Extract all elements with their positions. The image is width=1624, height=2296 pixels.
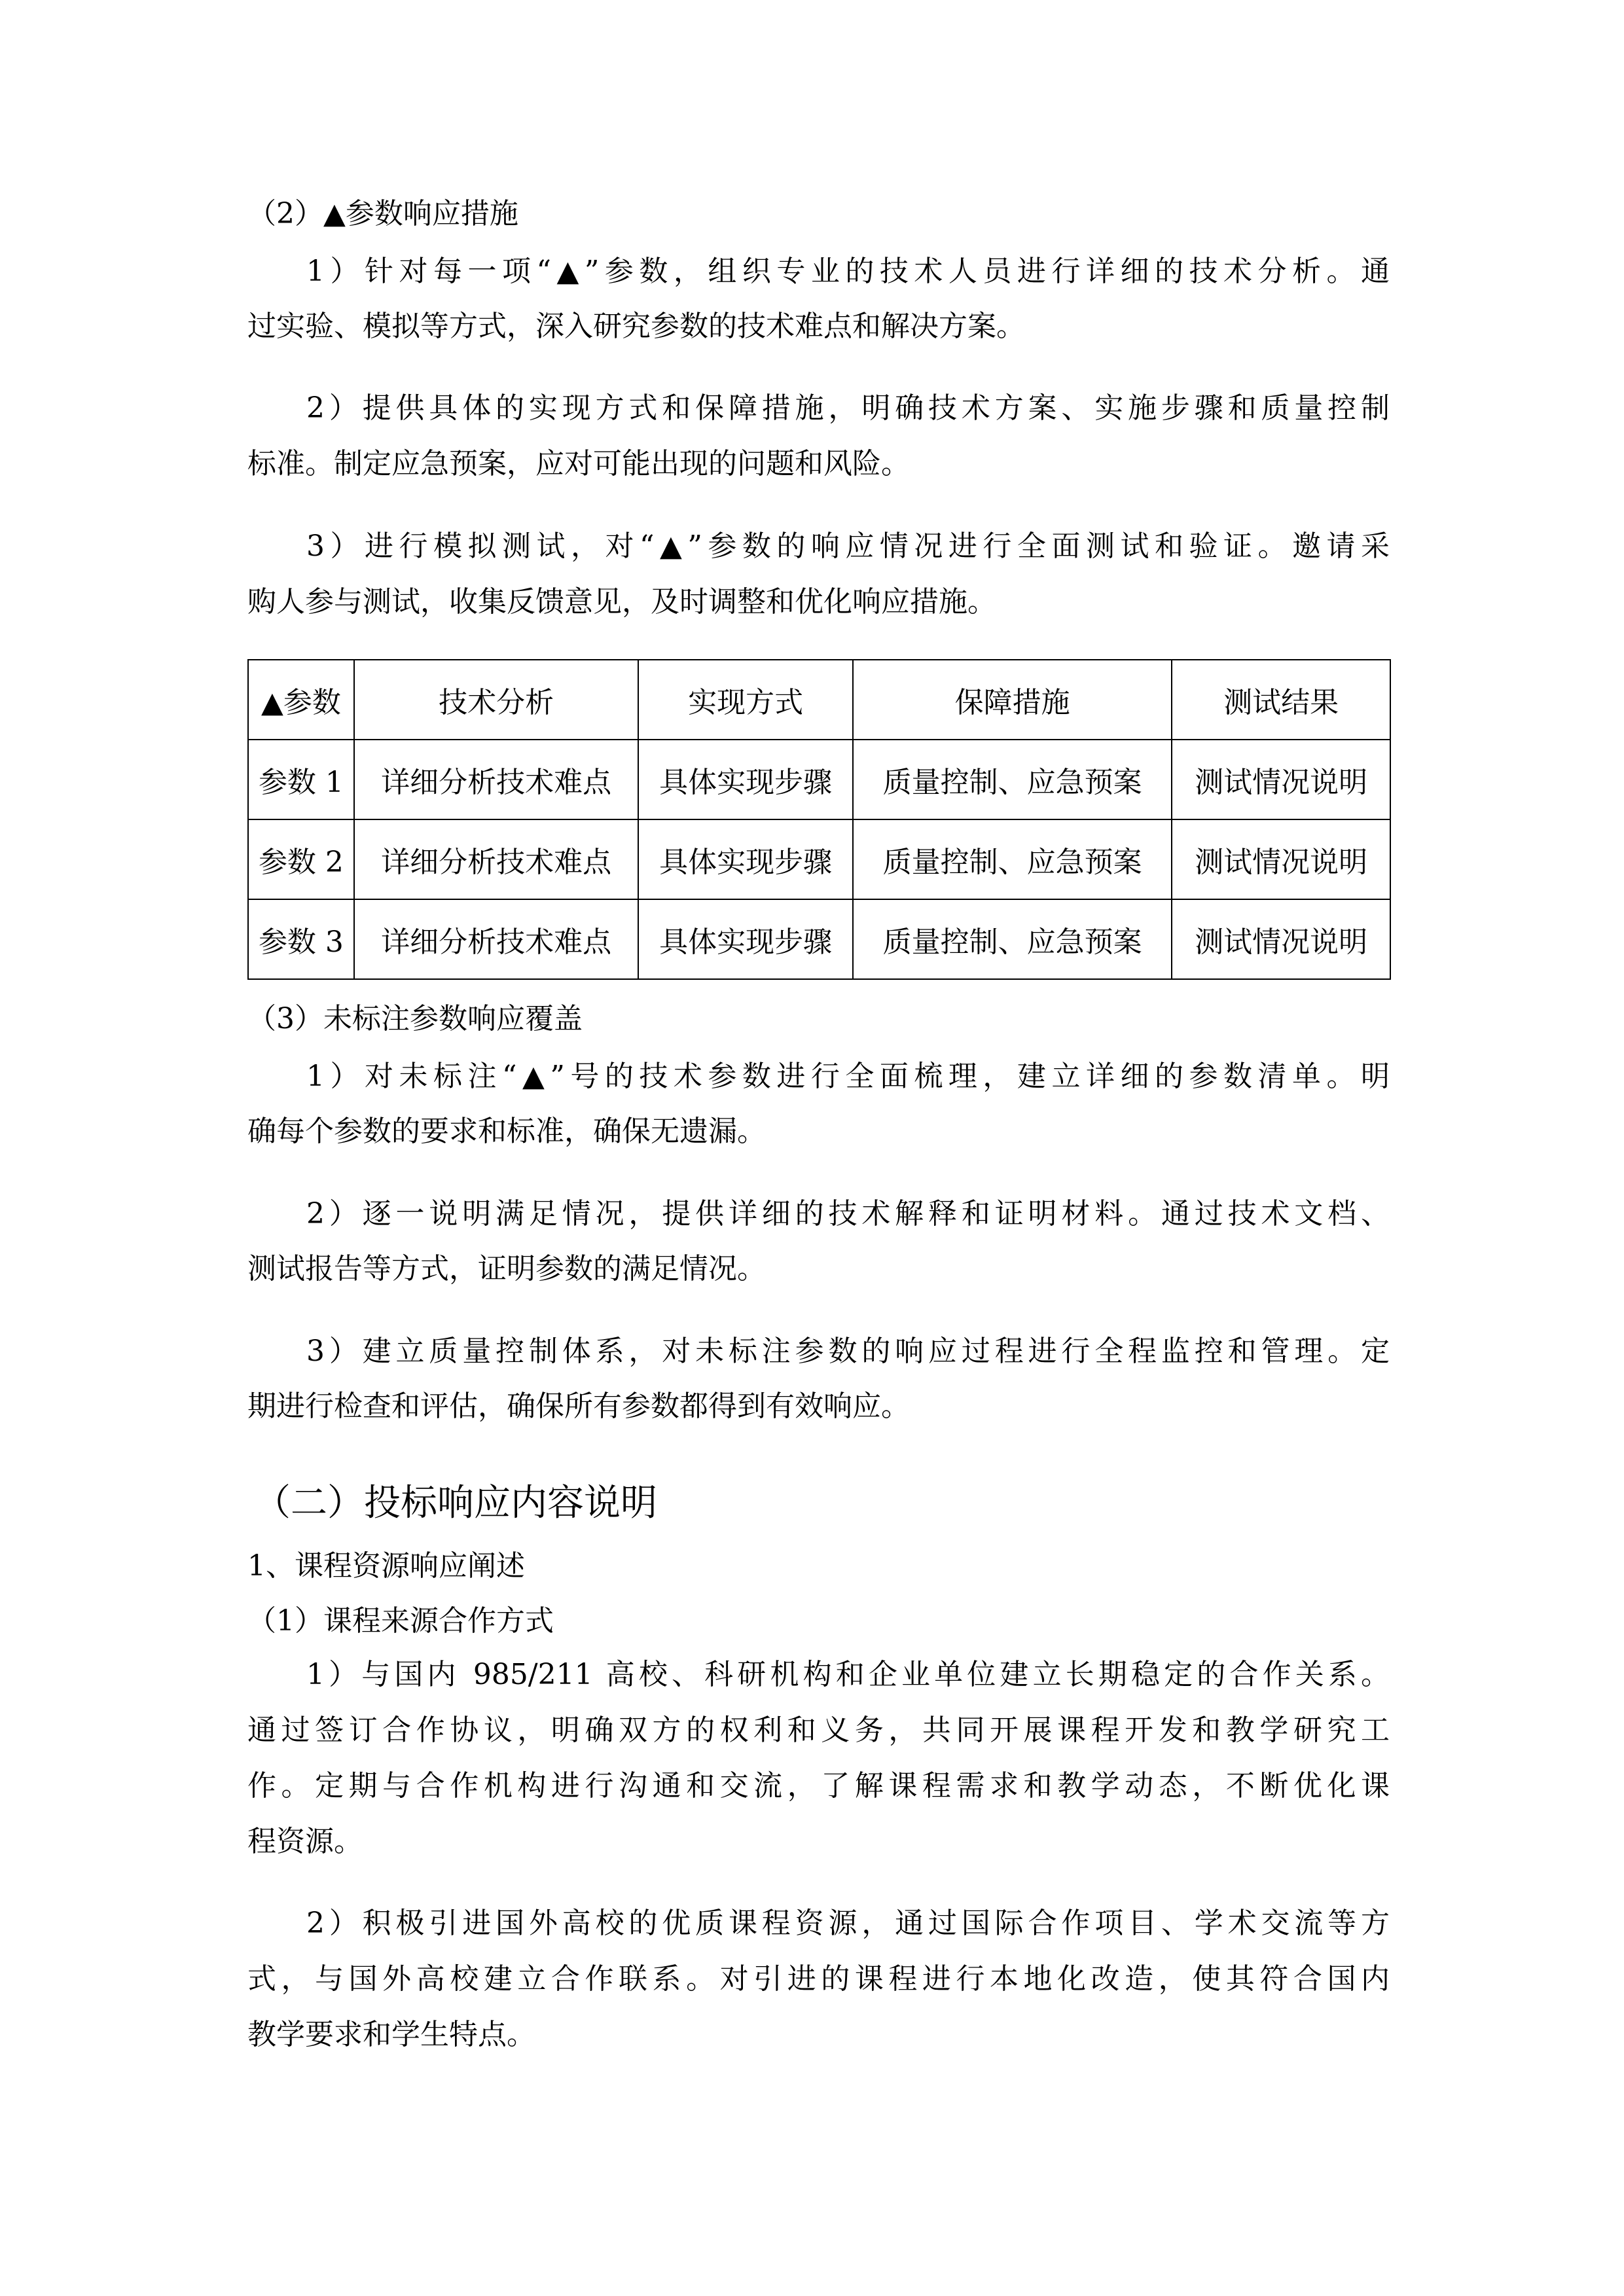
table-row bbox=[248, 740, 1390, 819]
paragraph-line: 2）积极引进国外高校的优质课程资源，通过国际合作项目、学术交流等方 bbox=[306, 1907, 1390, 1940]
table-header-cell: 保障措施 bbox=[853, 660, 1172, 740]
section-heading-param-measures: （2）▲参数响应措施 bbox=[247, 197, 518, 230]
table-header-cell: 技术分析 bbox=[354, 660, 638, 740]
paragraph-line: 2）逐一说明满足情况，提供详细的技术解释和证明材料。通过技术文档、 bbox=[306, 1197, 1390, 1230]
paragraph-line: 教学要求和学生特点。 bbox=[247, 2018, 535, 2051]
table-row bbox=[248, 899, 1390, 979]
chapter-heading: （二）投标响应内容说明 bbox=[254, 1482, 657, 1524]
table-header-cell: 测试结果 bbox=[1172, 660, 1390, 740]
paragraph-line: 购人参与测试，收集反馈意见，及时调整和优化响应措施。 bbox=[247, 585, 996, 619]
paragraph-line: 2）提供具体的实现方式和保障措施，明确技术方案、实施步骤和质量控制 bbox=[306, 391, 1390, 425]
paragraph-line: 1）针对每一项“▲”参数，组织专业的技术人员进行详细的技术分析。通 bbox=[306, 255, 1390, 288]
paragraph-line: 期进行检查和评估，确保所有参数都得到有效响应。 bbox=[247, 1390, 910, 1423]
table-cell: 测试情况说明 bbox=[1172, 899, 1390, 979]
paragraph-line: 1）对未标注“▲”号的技术参数进行全面梳理，建立详细的参数清单。明 bbox=[306, 1060, 1390, 1093]
section-heading-unmarked-params: （3）未标注参数响应覆盖 bbox=[247, 1002, 583, 1035]
paragraph-line: 3）建立质量控制体系，对未标注参数的响应过程进行全程监控和管理。定 bbox=[306, 1335, 1390, 1368]
param-response-table bbox=[247, 659, 1391, 980]
table-cell: 具体实现步骤 bbox=[638, 899, 853, 979]
table-header-cell: ▲参数 bbox=[248, 660, 354, 740]
table-cell: 具体实现步骤 bbox=[638, 740, 853, 819]
table-header-cell: 实现方式 bbox=[638, 660, 853, 740]
table-cell: 详细分析技术难点 bbox=[354, 819, 638, 899]
paragraph-line: 通过签订合作协议，明确双方的权利和义务，共同开展课程开发和教学研究工 bbox=[247, 1713, 1390, 1747]
table-cell: 质量控制、应急预案 bbox=[853, 899, 1172, 979]
table-row bbox=[248, 819, 1390, 899]
table-cell: 详细分析技术难点 bbox=[354, 899, 638, 979]
table-cell: 质量控制、应急预案 bbox=[853, 740, 1172, 819]
table-cell: 测试情况说明 bbox=[1172, 819, 1390, 899]
paragraph-line: 测试报告等方式，证明参数的满足情况。 bbox=[247, 1252, 766, 1285]
table-cell: 详细分析技术难点 bbox=[354, 740, 638, 819]
table-cell: 测试情况说明 bbox=[1172, 740, 1390, 819]
table-cell: 参数 3 bbox=[248, 899, 354, 979]
subsection-heading: 1、课程资源响应阐述 bbox=[247, 1549, 525, 1583]
paragraph-line: 确每个参数的要求和标准，确保无遗漏。 bbox=[247, 1115, 766, 1148]
subsection-heading: （1）课程来源合作方式 bbox=[247, 1604, 554, 1638]
table-header-row bbox=[248, 660, 1390, 740]
paragraph-line: 程资源。 bbox=[247, 1825, 363, 1858]
paragraph-line: 1）与国内 985/211 高校、科研机构和企业单位建立长期稳定的合作关系。 bbox=[306, 1658, 1390, 1691]
paragraph-line: 过实验、模拟等方式，深入研究参数的技术难点和解决方案。 bbox=[247, 310, 1025, 343]
paragraph-line: 式，与国外高校建立合作联系。对引进的课程进行本地化改造，使其符合国内 bbox=[247, 1962, 1390, 1996]
table-cell: 参数 1 bbox=[248, 740, 354, 819]
paragraph-line: 标准。制定应急预案，应对可能出现的问题和风险。 bbox=[247, 447, 910, 480]
table-cell: 质量控制、应急预案 bbox=[853, 819, 1172, 899]
table-cell: 参数 2 bbox=[248, 819, 354, 899]
paragraph-line: 作。定期与合作机构进行沟通和交流，了解课程需求和教学动态，不断优化课 bbox=[247, 1769, 1390, 1803]
table-cell: 具体实现步骤 bbox=[638, 819, 853, 899]
paragraph-line: 3）进行模拟测试，对“▲”参数的响应情况进行全面测试和验证。邀请采 bbox=[306, 529, 1390, 563]
